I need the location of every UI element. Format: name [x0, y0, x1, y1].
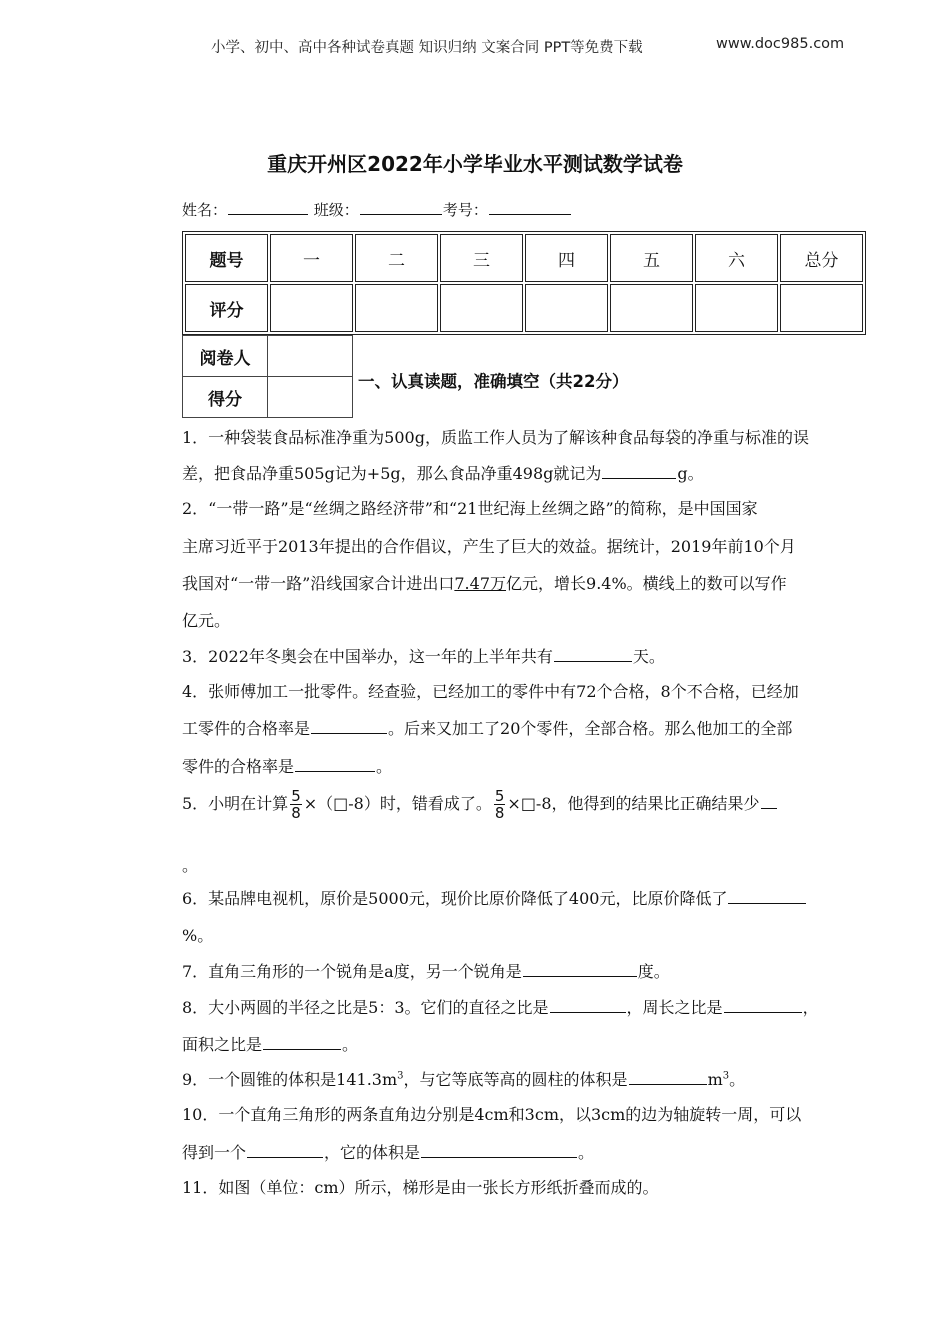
section-title: 一、认真读题，准确填空（共22分） — [358, 372, 629, 391]
question-8-line-2 — [182, 1032, 358, 1055]
question-4-line-1: 4．张师傅加工一批零件。经查验，已经加工的零件中有72个合格，8个不合格，已经加 — [182, 682, 799, 701]
score-header-cell: 六 — [695, 234, 778, 282]
name-label: 姓名： — [182, 201, 228, 219]
question-5-line-2: 。 — [182, 856, 199, 875]
number-label: 考号： — [442, 201, 488, 219]
score-cell[interactable] — [355, 284, 438, 332]
q3-unit: 天。 — [632, 647, 665, 666]
q5-frac-den-2: 8 — [494, 804, 505, 822]
q5-text-post: ×□-8，他得到的结果比正确结果少 — [507, 794, 760, 813]
score-header-cell: 二 — [355, 234, 438, 282]
q9-end: 。 — [729, 1070, 746, 1089]
q9-unit-sup: 3 — [722, 1070, 730, 1082]
question-2-line-2: 主席习近平于2013年提出的合作倡议，产生了巨大的效益。据统计，2019年前10个月 — [182, 537, 796, 556]
q9-sup: 3 — [397, 1070, 404, 1082]
question-4-line-3 — [182, 754, 392, 777]
grader-score-cell[interactable] — [268, 377, 353, 418]
grader-cell[interactable] — [268, 336, 353, 377]
q9-blank[interactable] — [629, 1069, 707, 1085]
q8-blank-3[interactable] — [263, 1034, 341, 1050]
q7-unit: 度。 — [637, 962, 670, 981]
q4-text-post: 。后来又加工了20个零件，全部合格。那么他加工的全部 — [388, 719, 793, 738]
score-cell[interactable] — [440, 284, 523, 332]
question-10-line-2 — [182, 1140, 594, 1163]
q5-text-mid: ×（□-8）时，错看成了。 — [303, 794, 492, 813]
q1-text: 差，把食品净重505g记为+5g，那么食品净重498g就记为 — [182, 464, 602, 483]
question-11: 11．如图（单位：cm）所示，梯形是由一张长方形纸折叠而成的。 — [182, 1178, 659, 1197]
question-2-line-4: 亿元。 — [182, 611, 231, 630]
question-1-line-1: 1．一种袋装食品标准净重为500g，质监工作人员为了解该种食品每袋的净重与标准的误 — [182, 428, 809, 447]
score-header-cell: 四 — [525, 234, 608, 282]
q5-frac-den: 8 — [291, 804, 301, 822]
question-2-line-1: 2．“一带一路”是“丝绸之路经济带”和“21世纪海上丝绸之路”的简称，是中国国家 — [182, 499, 758, 518]
score-header-cell: 三 — [440, 234, 523, 282]
question-6-line-2: %。 — [182, 926, 214, 945]
question-7 — [182, 959, 670, 982]
q10-blank-2[interactable] — [421, 1142, 577, 1158]
q2-text: 我国对“一带一路”沿线国家合计进出口 — [182, 574, 455, 593]
q5-frac-num: 5 — [291, 787, 301, 805]
q4-text: 工零件的合格率是 — [182, 719, 311, 738]
q5-fraction-2 — [494, 788, 506, 821]
q2-text-post: 亿元，增长9.4%。横线上的数可以写作 — [506, 574, 787, 593]
class-blank[interactable] — [360, 199, 442, 215]
score-table — [182, 231, 866, 335]
question-6-line-1 — [182, 886, 807, 909]
number-blank[interactable] — [489, 199, 571, 215]
question-5-line-1 — [182, 788, 778, 821]
header-url[interactable]: www.doc985.com — [716, 36, 845, 52]
question-2-line-3 — [182, 571, 787, 594]
q3-blank[interactable] — [554, 646, 632, 662]
q5-blank[interactable] — [761, 793, 777, 809]
q5-frac-num-2: 5 — [494, 787, 505, 805]
q5-fraction-1 — [290, 788, 302, 821]
question-10-line-1: 10．一个直角三角形的两条直角边分别是4cm和3cm，以3cm的边为轴旋转一周，可以 — [182, 1105, 802, 1124]
score-header-cell: 一 — [270, 234, 353, 282]
class-label: 班级： — [313, 201, 359, 219]
question-3 — [182, 644, 665, 667]
q8-text-mid: ，周长之比是 — [626, 998, 723, 1017]
score-header-cell: 题号 — [185, 234, 268, 282]
q4-text-2: 零件的合格率是 — [182, 757, 295, 776]
q8-blank-2[interactable] — [724, 997, 802, 1013]
q2-underlined-number: 7.47万 — [454, 574, 507, 593]
header-left-text: 小学、初中、高中各种试卷真题 知识归纳 文案合同 PPT等免费下载 — [211, 40, 643, 56]
score-cell[interactable] — [610, 284, 693, 332]
question-9 — [182, 1067, 745, 1090]
q8-blank-1[interactable] — [550, 997, 626, 1013]
q8-comma: ， — [802, 998, 819, 1017]
q10-end: 。 — [578, 1143, 595, 1162]
q10-text-mid: ，它的体积是 — [324, 1143, 421, 1162]
q10-blank-1[interactable] — [247, 1142, 323, 1158]
q9-unit: m — [707, 1070, 723, 1089]
score-table-score-row — [185, 284, 863, 332]
q5-text: 5．小明在计算 — [182, 794, 289, 813]
q4-end: 。 — [376, 757, 393, 776]
score-table-header-row — [185, 234, 863, 282]
question-1-line-2 — [182, 461, 704, 484]
q4-blank-2[interactable] — [295, 756, 375, 772]
score-cell[interactable] — [695, 284, 778, 332]
q8-text: 8．大小两圆的半径之比是5：3。它们的直径之比是 — [182, 998, 549, 1017]
question-4-line-2 — [182, 716, 792, 739]
q3-text: 3．2022年冬奥会在中国举办，这一年的上半年共有 — [182, 647, 553, 666]
student-info-line — [182, 199, 572, 220]
grader-table — [182, 335, 353, 418]
score-header-cell: 五 — [610, 234, 693, 282]
grader-score-label: 得分 — [183, 377, 268, 418]
score-cell[interactable] — [525, 284, 608, 332]
score-cell[interactable] — [270, 284, 353, 332]
name-blank[interactable] — [228, 199, 308, 215]
q8-end: 。 — [342, 1035, 359, 1054]
q9-text-mid: ，与它等底等高的圆柱的体积是 — [403, 1070, 628, 1089]
q9-text: 9．一个圆锥的体积是141.3m — [182, 1070, 398, 1089]
grader-label: 阅卷人 — [183, 336, 268, 377]
page-title: 重庆开州区2022年小学毕业水平测试数学试卷 — [267, 152, 683, 176]
score-header-cell: 总分 — [780, 234, 863, 282]
q7-blank[interactable] — [523, 961, 637, 977]
score-row-label: 评分 — [185, 284, 268, 332]
q10-text: 得到一个 — [182, 1143, 247, 1162]
q6-blank[interactable] — [728, 888, 806, 904]
q4-blank-1[interactable] — [311, 718, 387, 734]
q7-text: 7．直角三角形的一个锐角是a度，另一个锐角是 — [182, 962, 522, 981]
score-cell[interactable] — [780, 284, 863, 332]
q8-text-2: 面积之比是 — [182, 1035, 263, 1054]
q1-blank[interactable] — [602, 463, 676, 479]
question-8-line-1 — [182, 995, 819, 1018]
q6-text: 6．某品牌电视机，原价是5000元，现价比原价降低了400元，比原价降低了 — [182, 889, 728, 908]
q1-unit: g。 — [677, 464, 704, 483]
